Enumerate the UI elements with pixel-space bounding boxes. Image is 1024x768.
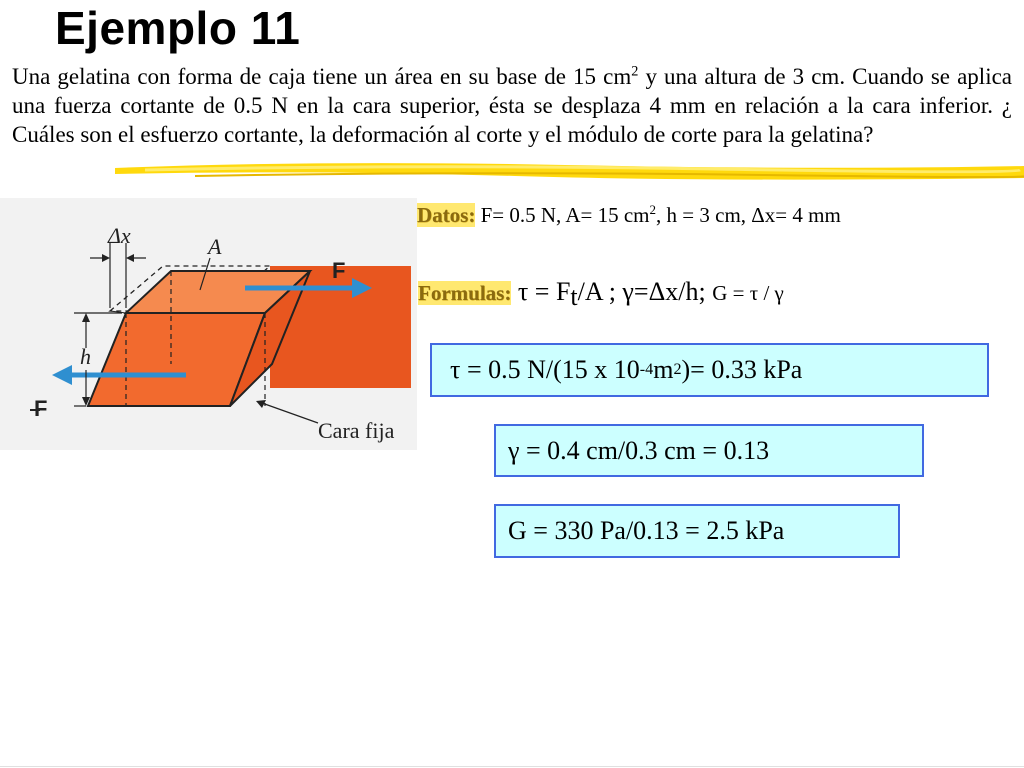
area-label: A — [208, 234, 222, 259]
delta-x-label: Δx — [108, 223, 131, 248]
highlight-brush-stroke — [115, 156, 1024, 186]
given-data: Datos: F= 0.5 N, A= 15 $cm^2$, h = 3 cm, Δx= 4 mm — [417, 202, 841, 227]
formulas-label: Formulas: — [418, 281, 512, 305]
force-bottom-label: F — [34, 396, 48, 421]
formulas-line: Formulas: $\tau = F_t/A$ ; γ=Δx/h; G = τ / γ — [418, 277, 784, 312]
shear-stress-result: τ = 0.5 N/(15 x 10 -4 m 2 )= 0.33 kPa — [430, 343, 989, 397]
bottom-divider — [0, 766, 1024, 767]
shear-strain-result: γ = 0.4 cm/0.3 cm = 0.13 — [494, 424, 924, 477]
datos-label: Datos: — [417, 203, 476, 227]
height-label: h — [80, 344, 91, 369]
problem-statement: Una gelatina con forma de caja tiene un área en su base de 15 $cm^2$ y una altura de 3 cm. Cuando se aplica una fuerza cortante de 0.5 N en la cara superior, ésta se desplaza 4 mm en relación a la cara inferior. ¿ Cuáles son el esfuerzo cortante, la deformación al corte y el módulo de corte para la gelatina? — [12, 63, 1012, 147]
slide-title: Ejemplo 11 — [55, 2, 301, 54]
shear-modulus-result: G = 330 Pa/0.13 = 2.5 kPa — [494, 504, 900, 558]
fixed-face-label: Cara fija — [318, 418, 395, 443]
force-bottom-arrow — [52, 365, 72, 385]
shear-diagram — [0, 198, 417, 450]
force-top-label: F — [332, 258, 346, 283]
